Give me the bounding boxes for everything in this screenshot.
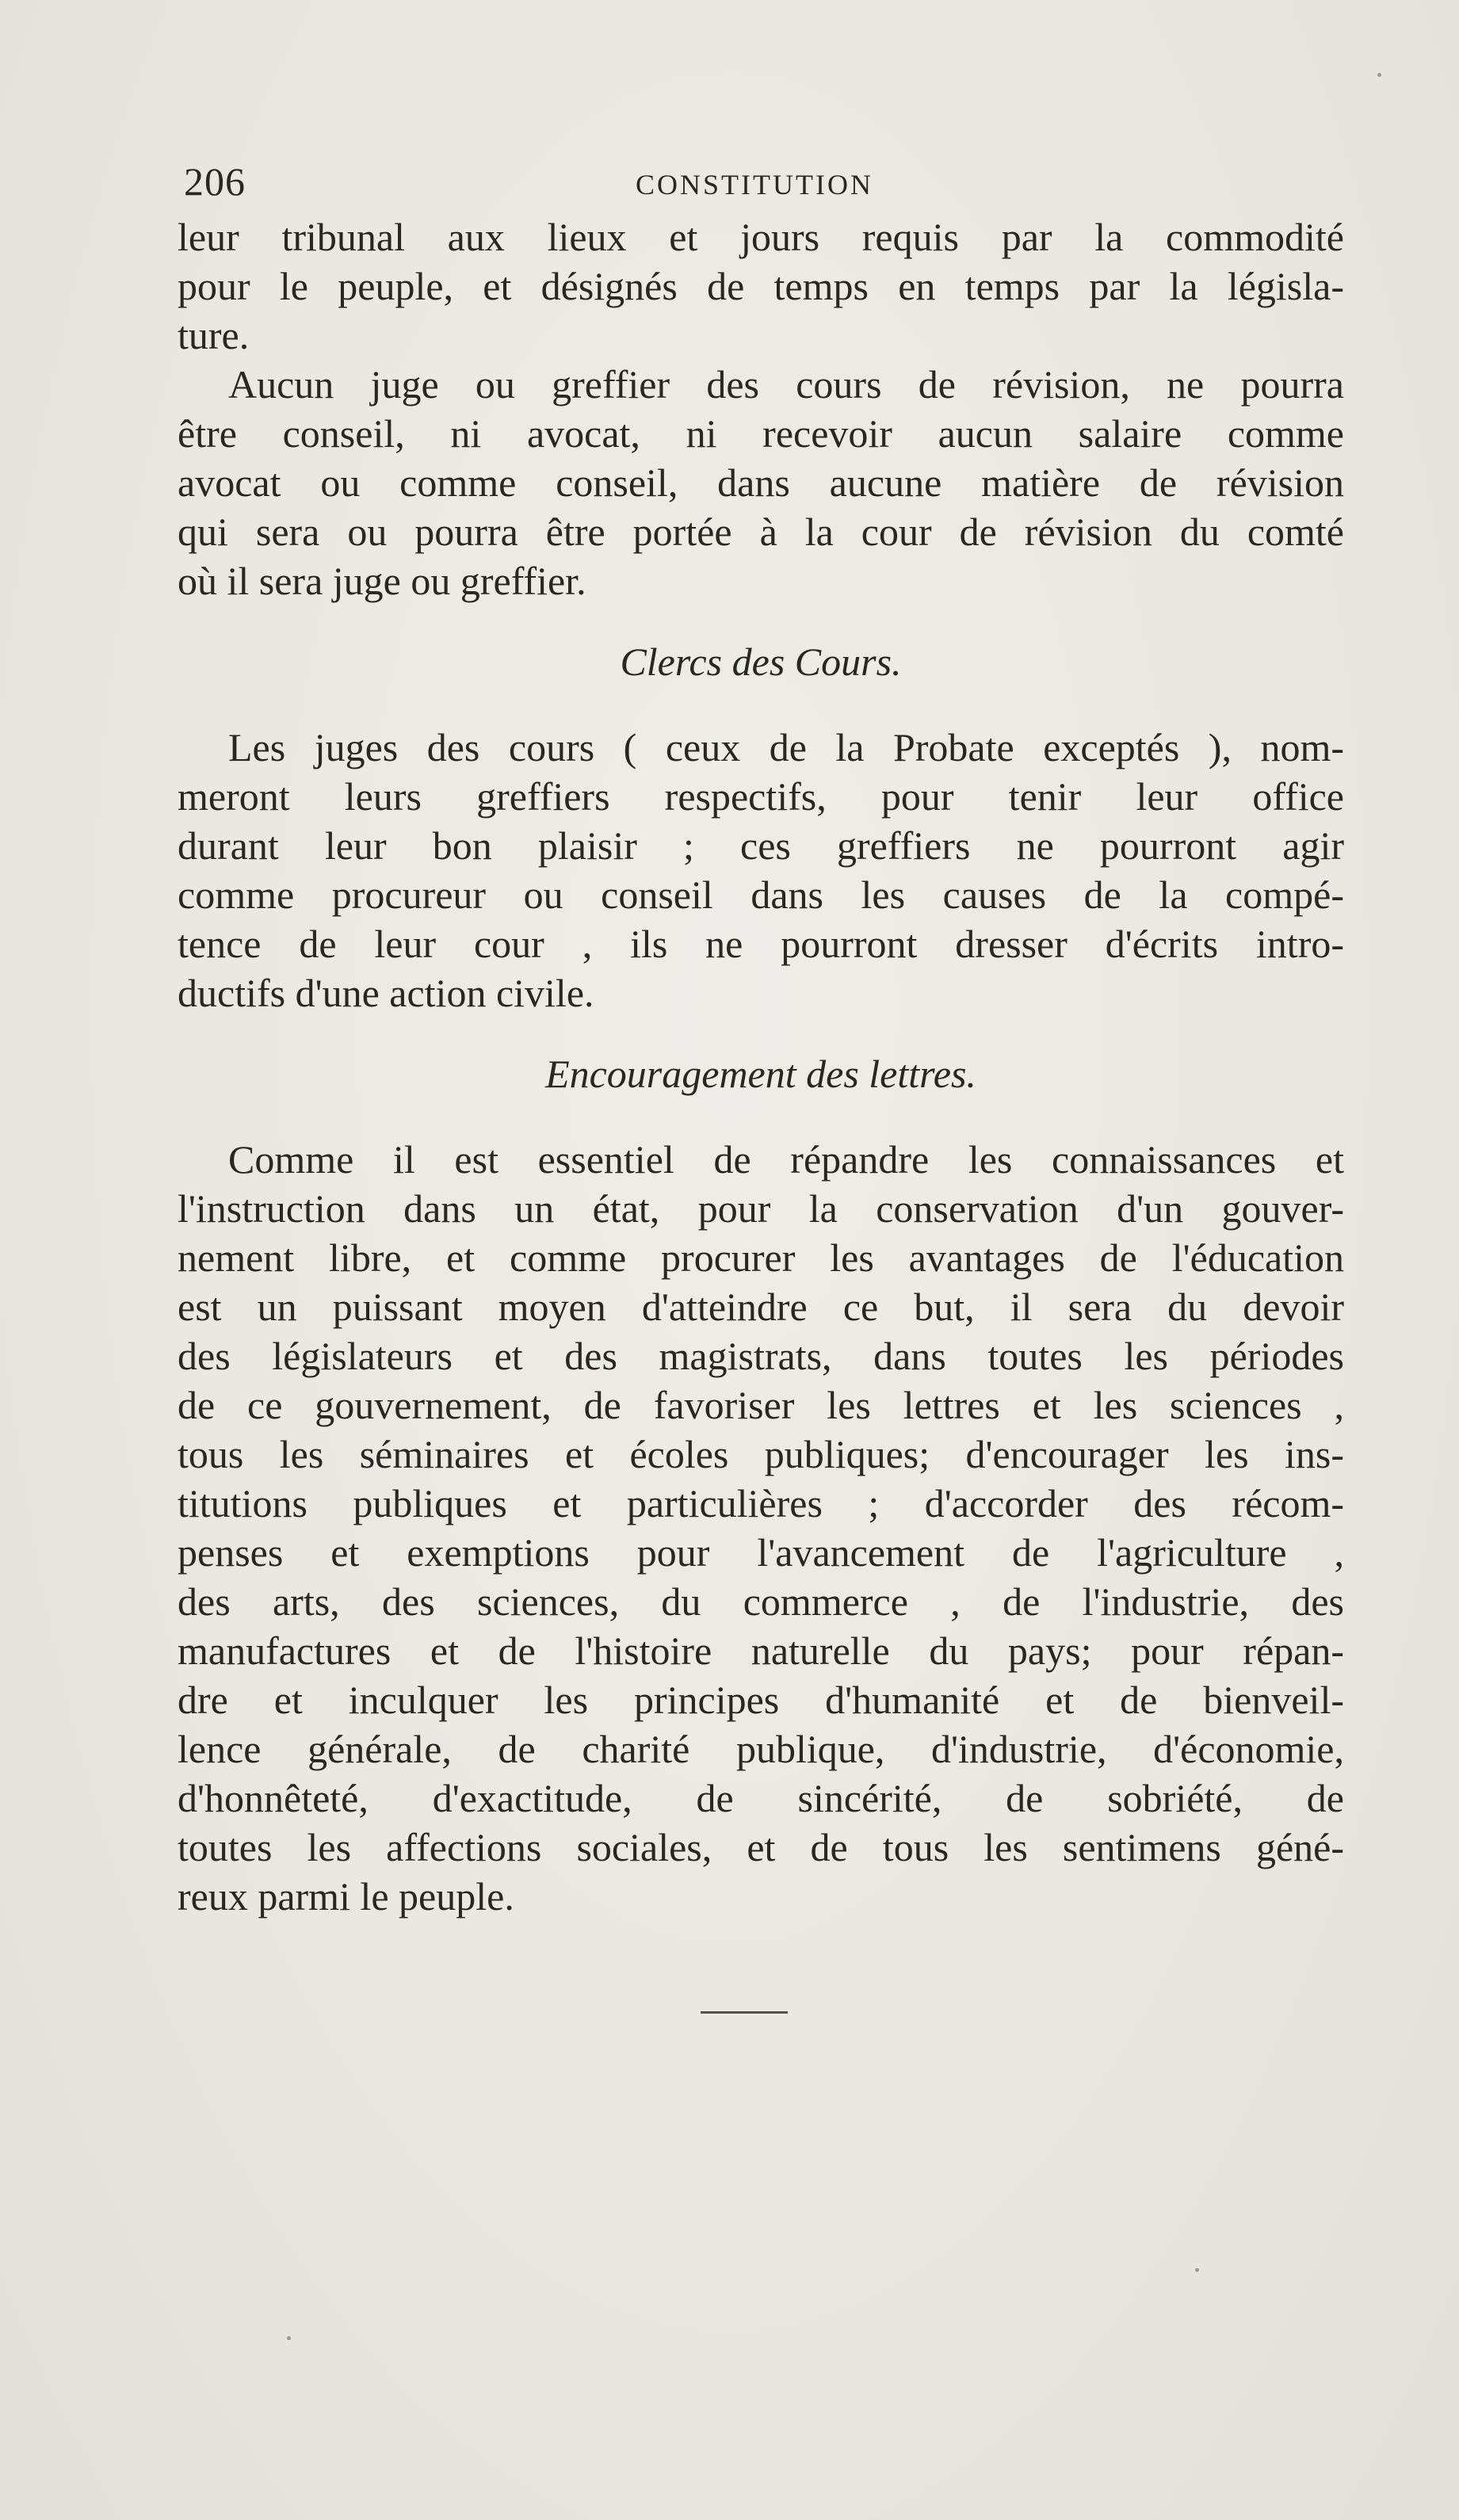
text-line: penses et exemptions pour l'avancement de l'agriculture ,	[178, 1530, 1344, 1575]
text-line: leur tribunal aux lieux et jours requis par la commodité	[178, 215, 1344, 259]
text-line: titutions publiques et particulières ; d'accorder des récom-	[178, 1481, 1344, 1525]
text-line: de ce gouvernement, de favoriser les lettres et les sciences ,	[178, 1383, 1344, 1427]
paragraph-clercs	[178, 723, 1344, 1018]
text-line: tous les séminaires et écoles publiques; d'encourager les ins-	[178, 1432, 1344, 1476]
text-line: d'honnêteté, d'exactitude, de sincérité, de sobriété, de	[178, 1776, 1344, 1820]
page-number: 206	[184, 159, 246, 204]
text-line: être conseil, ni avocat, ni recevoir aucun salaire comme	[178, 411, 1344, 456]
text-line: Aucun juge ou greffier des cours de révision, ne pourra	[228, 362, 1344, 407]
paragraph-lettres	[178, 1135, 1344, 1921]
text-line: durant leur bon plaisir ; ces greffiers ne pourront agir	[178, 823, 1344, 868]
text-line: l'instruction dans un état, pour la conservation d'un gouver-	[178, 1186, 1344, 1231]
section-heading-lettres: Encouragement des lettres.	[545, 1052, 976, 1096]
text-line: Les juges des cours ( ceux de la Probate exceptés ), nom-	[228, 725, 1344, 769]
section-end-rule	[701, 2011, 788, 2014]
text-line: reux parmi le peuple.	[178, 1874, 514, 1919]
text-line: ture.	[178, 313, 250, 357]
text-line: où il sera juge ou greffier.	[178, 559, 586, 603]
text-line: comme procureur ou conseil dans les causes de la compé-	[178, 872, 1344, 917]
paper-speck	[287, 2336, 291, 2340]
running-head	[184, 158, 1341, 214]
text-line: ductifs d'une action civile.	[178, 971, 594, 1015]
paper-speck	[1377, 73, 1381, 77]
text-line: lence générale, de charité publique, d'industrie, d'économie,	[178, 1727, 1344, 1771]
section-heading-clercs: Clercs des Cours.	[620, 640, 902, 684]
text-line: est un puissant moyen d'atteindre ce but, il sera du devoir	[178, 1285, 1344, 1329]
text-line: qui sera ou pourra être portée à la cour de révision du comté	[178, 510, 1344, 554]
text-line: dre et inculquer les principes d'humanité et de bienveil-	[178, 1678, 1344, 1722]
text-line: pour le peuple, et désignés de temps en temps par la législa-	[178, 264, 1344, 308]
text-line: tence de leur cour , ils ne pourront dresser d'écrits intro-	[178, 922, 1344, 966]
running-title: CONSTITUTION	[636, 169, 873, 200]
paragraph-juges	[178, 360, 1344, 605]
text-line: nement libre, et comme procurer les avantages de l'éducation	[178, 1235, 1344, 1280]
paragraph-continuation	[178, 212, 1344, 360]
text-line: toutes les affections sociales, et de tous les sentimens géné-	[178, 1825, 1344, 1869]
text-line: manufactures et de l'histoire naturelle du pays; pour répan-	[178, 1628, 1344, 1673]
paper-speck	[1195, 2268, 1199, 2272]
text-line: avocat ou comme conseil, dans aucune matière de révision	[178, 460, 1344, 505]
text-line: des législateurs et des magistrats, dans toutes les périodes	[178, 1334, 1344, 1378]
text-line: meront leurs greffiers respectifs, pour tenir leur office	[178, 774, 1344, 819]
text-line: Comme il est essentiel de répandre les connaissances et	[228, 1137, 1344, 1182]
text-line: des arts, des sciences, du commerce , de l'industrie, des	[178, 1579, 1344, 1624]
body-text	[178, 212, 1344, 1921]
